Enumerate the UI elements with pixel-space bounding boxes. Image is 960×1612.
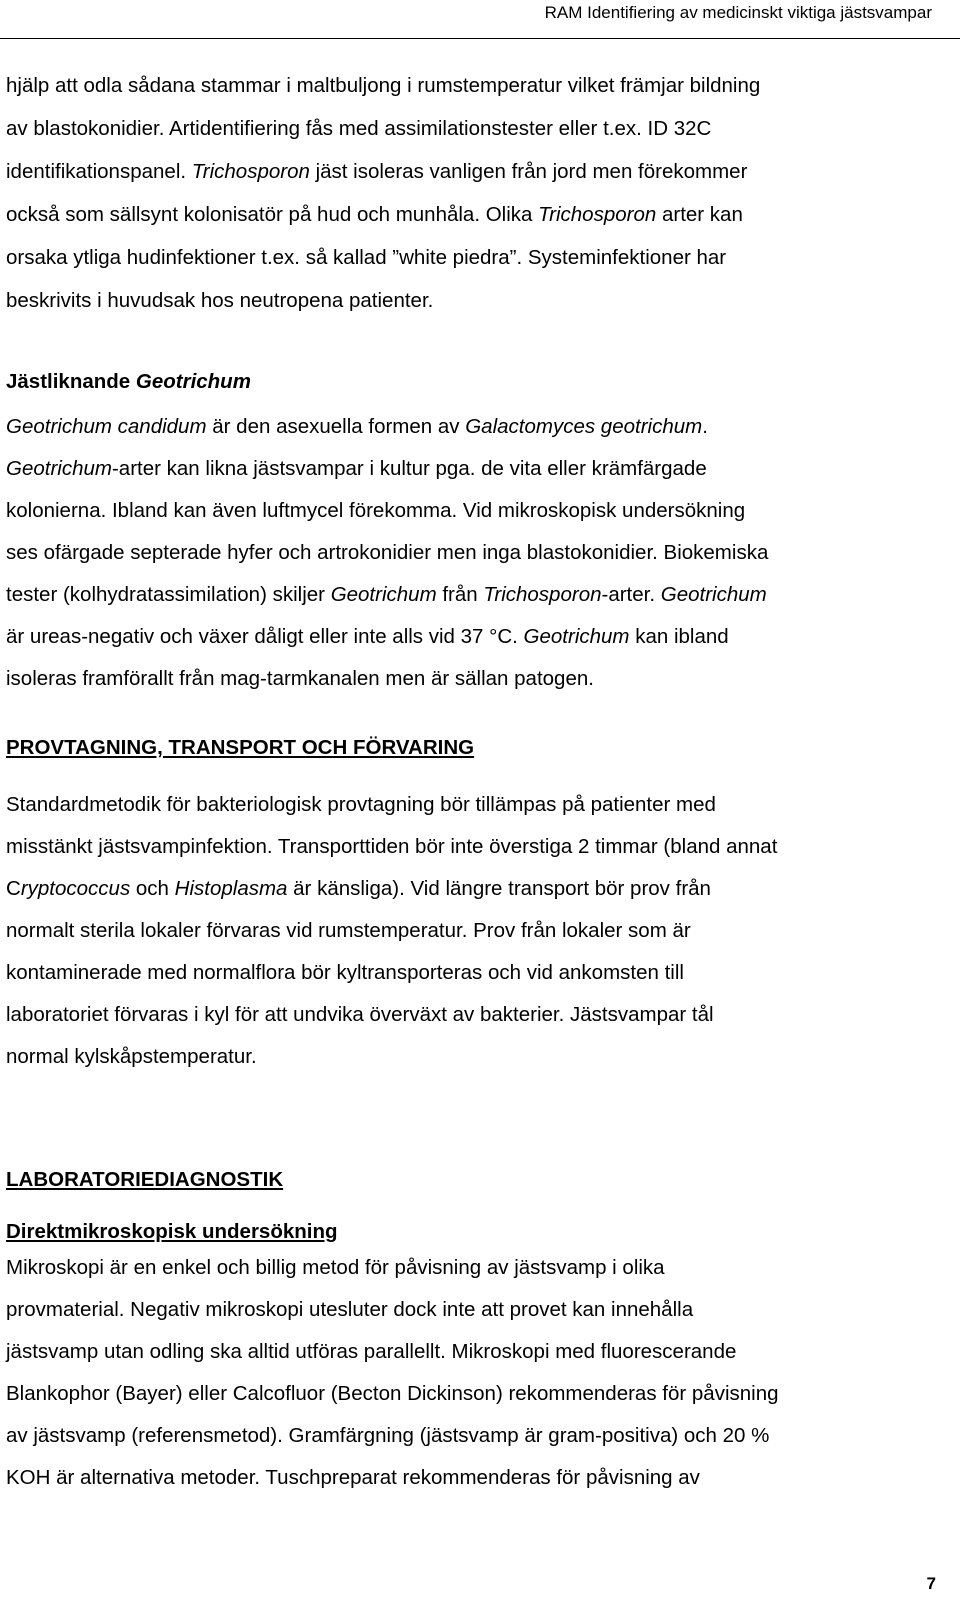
- text-run: laboratoriet förvaras i kyl för att undvika överväxt av bakterier. Jästsvampar tål: [6, 1003, 714, 1026]
- text-line: [6, 868, 951, 910]
- lab-heading: LABORATORIEDIAGNOSTIK: [6, 1168, 284, 1191]
- text-run: isoleras framförallt från mag-tarmkanalen men är sällan patogen.: [6, 667, 594, 690]
- text-line: [6, 150, 951, 193]
- text-run: är känsliga). Vid längre transport bör prov från: [287, 877, 711, 900]
- text-line: [6, 784, 951, 826]
- geotrichum-heading-plain: Jästliknande: [6, 370, 136, 393]
- text-line: [6, 64, 951, 107]
- running-header: RAM Identifiering av medicinskt viktiga jästsvampar: [544, 3, 932, 22]
- text-line: [6, 1373, 951, 1415]
- text-run: jäst isoleras vanligen från jord men förekommer: [309, 160, 748, 183]
- text-line: [6, 1457, 951, 1499]
- geotrichum-heading-italic: Geotrichum: [135, 370, 251, 393]
- text-line: [6, 1036, 951, 1078]
- text-run: är den asexuella formen av: [206, 415, 466, 438]
- italic-run: Trichosporon: [483, 583, 602, 606]
- text-line: [6, 1331, 951, 1373]
- text-run: orsaka ytliga hudinfektioner t.ex. så kallad ”white piedra”. Systeminfektioner har: [6, 246, 727, 269]
- text-run: kan ibland: [629, 625, 729, 648]
- text-run: av blastokonidier. Artidentifiering fås med assimilationstester eller t.ex. ID 32C: [6, 117, 712, 140]
- provtagning-heading: PROVTAGNING, TRANSPORT OCH FÖRVARING: [6, 736, 475, 759]
- text-run: identifikationspanel.: [6, 160, 192, 183]
- text-run: KOH är alternativa metoder. Tuschpreparat rekommenderas för påvisning av: [6, 1466, 700, 1489]
- text-line: [6, 448, 951, 490]
- italic-run: Geotrichum: [330, 583, 437, 606]
- text-run: misstänkt jästsvampinfektion. Transporttiden bör inte överstiga 2 timmar (bland annat: [6, 835, 778, 858]
- text-run: och: [130, 877, 175, 900]
- text-line: [6, 107, 951, 150]
- text-run: kolonierna. Ibland kan även luftmycel förekomma. Vid mikroskopisk undersökning: [6, 499, 746, 522]
- text-run: av jästsvamp (referensmetod). Gramfärgning (jästsvamp är gram-positiva) och 20 %: [6, 1424, 770, 1447]
- text-run: normal kylskåpstemperatur.: [6, 1045, 257, 1068]
- text-run: från: [436, 583, 484, 606]
- text-line: [6, 910, 951, 952]
- text-line: [6, 1247, 951, 1289]
- text-line: [6, 532, 951, 574]
- paragraph-lines: [6, 406, 951, 700]
- header-rule: [0, 38, 960, 39]
- text-line: [6, 193, 951, 236]
- text-line: [6, 406, 951, 448]
- italic-run: Trichosporon: [538, 203, 657, 226]
- provtagning-section: [6, 734, 951, 1078]
- text-line: [6, 279, 951, 322]
- text-run: också som sällsynt kolonisatör på hud och munhåla. Olika: [6, 203, 539, 226]
- text-line: [6, 952, 951, 994]
- text-run: Blankophor (Bayer) eller Calcofluor (Becton Dickinson) rekommenderas för påvisning: [6, 1382, 779, 1405]
- text-run: kontaminerade med normalflora bör kyltransporteras och vid ankomsten till: [6, 961, 684, 984]
- text-run: normalt sterila lokaler förvaras vid rumstemperatur. Prov från lokaler som är: [6, 919, 691, 942]
- intro-paragraph: [6, 64, 951, 322]
- text-run: ses ofärgade septerade hyfer och artrokonidier men inga blastokonidier. Biokemiska: [6, 541, 769, 564]
- paragraph-lines: [6, 1247, 951, 1499]
- lab-section: [6, 1166, 951, 1499]
- text-run: är ureas-negativ och växer dåligt eller inte alls vid 37 °C.: [6, 625, 524, 648]
- text-run: -arter.: [601, 583, 661, 606]
- italic-run: Geotrichum: [6, 457, 112, 480]
- italic-run: Galactomyces geotrichum: [465, 415, 703, 438]
- italic-run: Trichosporon: [191, 160, 310, 183]
- text-line: [6, 1415, 951, 1457]
- text-run: beskrivits i huvudsak hos neutropena patienter.: [6, 289, 434, 312]
- text-run: provmaterial. Negativ mikroskopi utesluter dock inte att provet kan innehålla: [6, 1298, 694, 1321]
- italic-run: Geotrichum candidum: [6, 415, 207, 438]
- italic-run: ryptococcus: [20, 877, 131, 900]
- text-line: [6, 574, 951, 616]
- text-line: [6, 490, 951, 532]
- text-line: [6, 658, 951, 700]
- italic-run: Geotrichum: [523, 625, 630, 648]
- paragraph-lines: [6, 784, 951, 1078]
- text-line: [6, 994, 951, 1036]
- italic-run: Histoplasma: [174, 877, 288, 900]
- italic-run: Geotrichum: [660, 583, 767, 606]
- lab-subheading: Direktmikroskopisk undersökning: [6, 1220, 338, 1243]
- text-run: tester (kolhydratassimilation) skiljer: [6, 583, 331, 606]
- text-run: .: [702, 415, 708, 438]
- text-line: [6, 826, 951, 868]
- text-run: -arter kan likna jästsvampar i kultur pga. de vita eller krämfärgade: [111, 457, 707, 480]
- text-run: jästsvamp utan odling ska alltid utföras parallellt. Mikroskopi med fluorescerande: [6, 1340, 737, 1363]
- text-line: [6, 1289, 951, 1331]
- text-run: hjälp att odla sådana stammar i maltbuljong i rumstemperatur vilket främjar bildning: [6, 74, 761, 97]
- geotrichum-section: [6, 368, 951, 700]
- text-run: arter kan: [656, 203, 743, 226]
- text-run: Standardmetodik för bakteriologisk provtagning bör tillämpas på patienter med: [6, 793, 716, 816]
- text-line: [6, 616, 951, 658]
- geotrichum-heading: [6, 368, 951, 396]
- paragraph-lines: [6, 64, 951, 322]
- text-run: C: [6, 877, 21, 900]
- page-number: 7: [926, 1574, 936, 1593]
- text-line: [6, 236, 951, 279]
- text-run: Mikroskopi är en enkel och billig metod för påvisning av jästsvamp i olika: [6, 1256, 665, 1279]
